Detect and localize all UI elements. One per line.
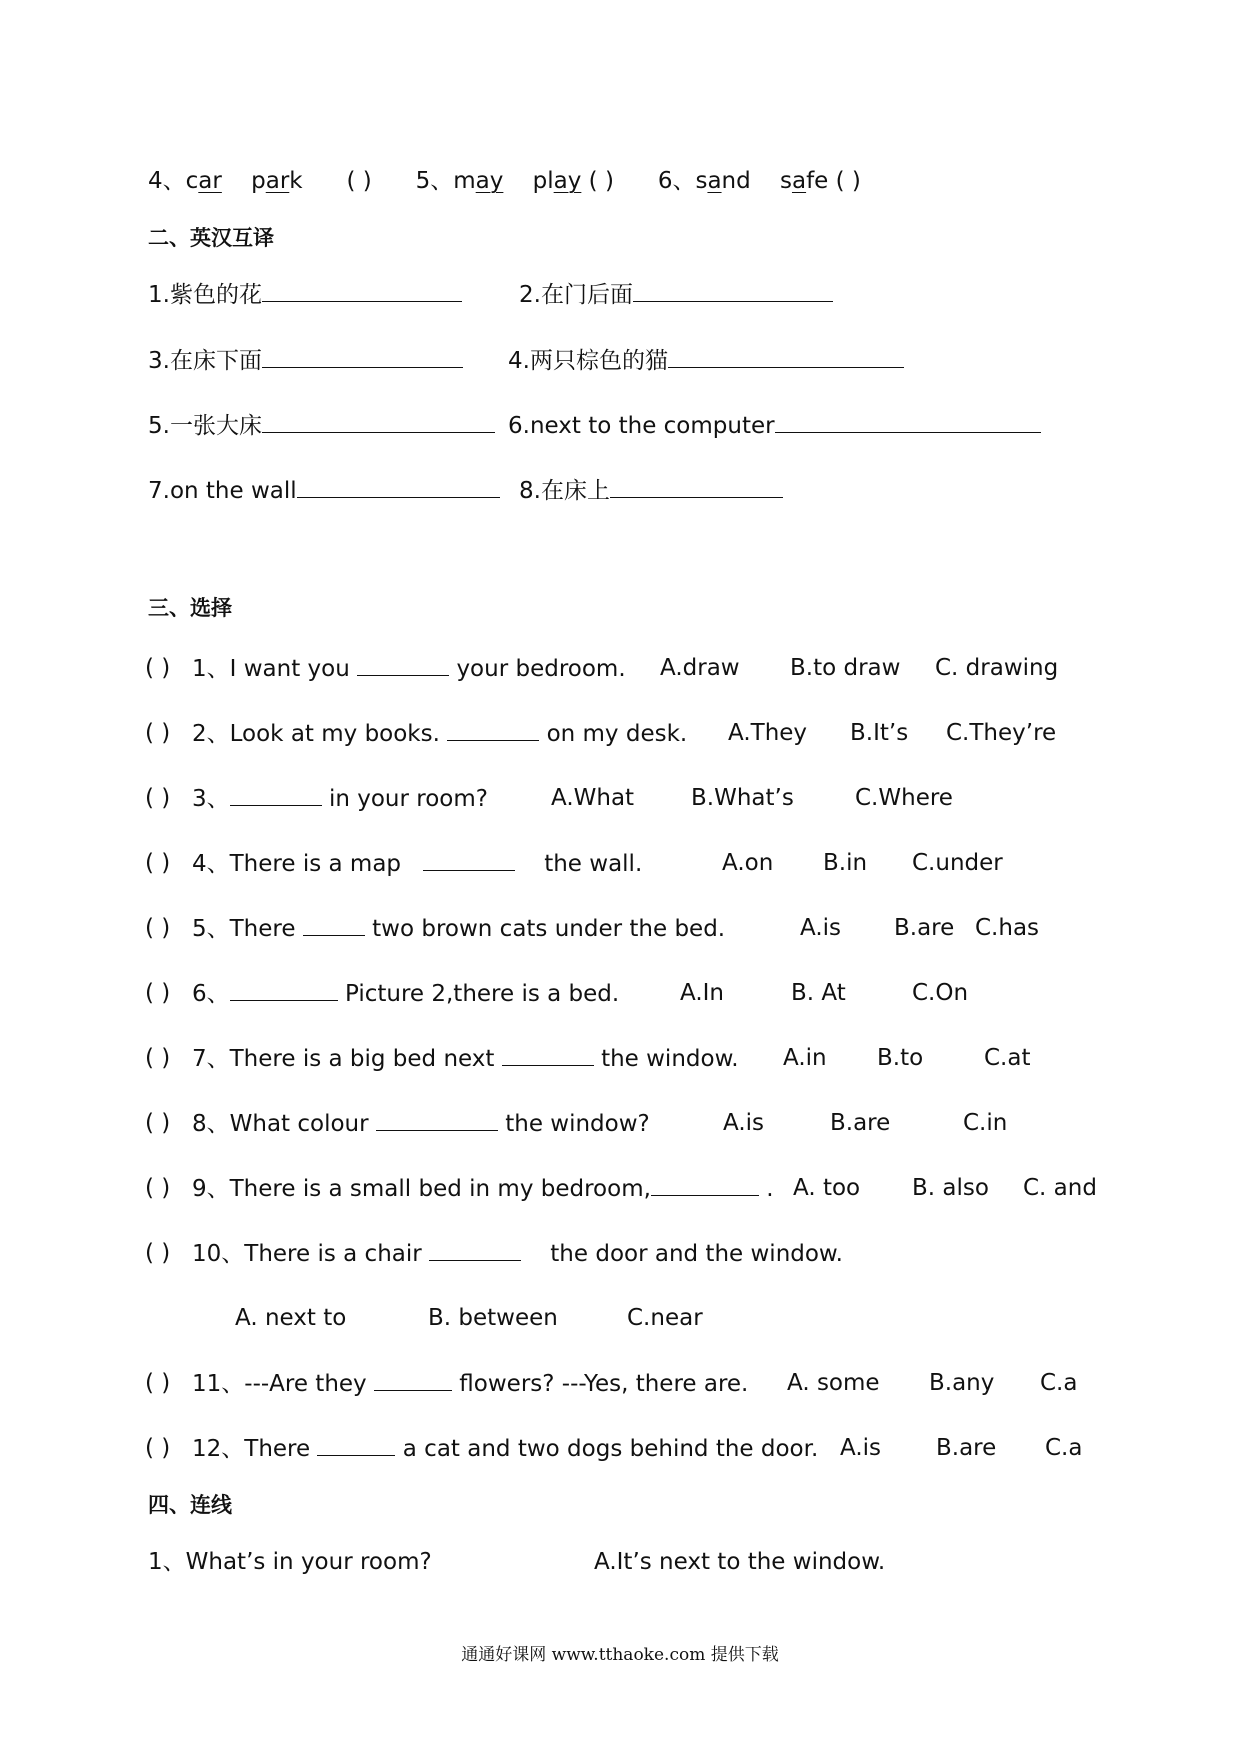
- choice-q8-option-b[interactable]: B.are: [830, 1110, 891, 1136]
- translate-item-7: 7.on the wall: [148, 475, 500, 506]
- translate-item-6: 6.next to the computer: [508, 410, 1041, 441]
- answer-blank[interactable]: [633, 279, 833, 302]
- choice-q2-stem: 2、Look at my books. on my desk.: [192, 718, 687, 749]
- choice-q6-paren[interactable]: ( ): [145, 980, 171, 1006]
- choice-q12-option-a[interactable]: A.is: [840, 1435, 882, 1461]
- choice-q7-stem: 7、There is a big bed next the window.: [192, 1043, 739, 1074]
- word-park: park: [251, 168, 303, 194]
- choice-q1-option-a[interactable]: A.draw: [660, 655, 740, 681]
- answer-blank[interactable]: [447, 718, 539, 741]
- answer-blank[interactable]: [317, 1433, 395, 1456]
- word-sand: sand: [695, 168, 751, 194]
- choice-q6-option-a[interactable]: A.In: [680, 980, 725, 1006]
- answer-blank[interactable]: [775, 410, 1041, 433]
- word-car: car: [185, 168, 222, 194]
- q4-answer-paren[interactable]: ( ): [346, 168, 372, 194]
- choice-q9-paren[interactable]: ( ): [145, 1175, 171, 1201]
- choice-q1-stem: 1、I want you your bedroom.: [192, 653, 626, 684]
- translate-item-3: 3.在床下面: [148, 345, 463, 376]
- choice-q12-option-c[interactable]: C.a: [1045, 1435, 1083, 1461]
- choice-q1-paren[interactable]: ( ): [145, 655, 171, 681]
- section3-heading: 三、选择: [148, 595, 232, 620]
- choice-q12-option-b[interactable]: B.are: [936, 1435, 997, 1461]
- section4-heading: 四、连线: [148, 1492, 232, 1517]
- answer-blank[interactable]: [262, 345, 463, 368]
- choice-q10-option-c[interactable]: C.near: [627, 1305, 703, 1331]
- choice-q7-paren[interactable]: ( ): [145, 1045, 171, 1071]
- choice-q8-paren[interactable]: ( ): [145, 1110, 171, 1136]
- choice-q11-stem: 11、---Are they flowers? ---Yes, there are.: [192, 1368, 748, 1399]
- answer-blank[interactable]: [423, 848, 515, 871]
- choice-q10-stem: 10、There is a chair the door and the window.: [192, 1238, 843, 1269]
- choice-q12-stem: 12、There a cat and two dogs behind the door.: [192, 1433, 818, 1464]
- choice-q8-stem: 8、What colour the window?: [192, 1108, 650, 1139]
- answer-blank[interactable]: [297, 475, 500, 498]
- choice-q5-option-c[interactable]: C.has: [975, 915, 1040, 941]
- choice-q2-paren[interactable]: ( ): [145, 720, 171, 746]
- answer-blank[interactable]: [668, 345, 904, 368]
- choice-q5-stem: 5、There two brown cats under the bed.: [192, 913, 725, 944]
- q5-answer-paren[interactable]: ( ): [588, 168, 614, 194]
- choice-q5-option-a[interactable]: A.is: [800, 915, 842, 941]
- choice-q10-option-a[interactable]: A. next to: [235, 1305, 347, 1331]
- choice-q4-paren[interactable]: ( ): [145, 850, 171, 876]
- q6-answer-paren[interactable]: ( ): [835, 168, 861, 194]
- answer-blank[interactable]: [610, 475, 783, 498]
- translate-item-1: 1.紫色的花: [148, 279, 462, 310]
- answer-blank[interactable]: [357, 653, 449, 676]
- word-safe: safe: [779, 168, 829, 194]
- choice-q5-option-b[interactable]: B.are: [894, 915, 955, 941]
- choice-q7-option-b[interactable]: B.to: [877, 1045, 924, 1071]
- choice-q9-option-b[interactable]: B. also: [912, 1175, 989, 1201]
- answer-blank[interactable]: [374, 1368, 452, 1391]
- choice-q4-option-a[interactable]: A.on: [722, 850, 774, 876]
- choice-q1-option-b[interactable]: B.to draw: [790, 655, 901, 681]
- choice-q2-option-b[interactable]: B.It’s: [850, 720, 909, 746]
- choice-q8-option-c[interactable]: C.in: [963, 1110, 1008, 1136]
- answer-blank[interactable]: [262, 410, 495, 433]
- choice-q4-option-b[interactable]: B.in: [823, 850, 868, 876]
- choice-q9-stem: 9、There is a small bed in my bedroom, .: [192, 1173, 774, 1204]
- translate-item-5: 5.一张大床: [148, 410, 495, 441]
- choice-q10-option-b[interactable]: B. between: [428, 1305, 558, 1331]
- choice-q7-option-a[interactable]: A.in: [783, 1045, 827, 1071]
- choice-q3-paren[interactable]: ( ): [145, 785, 171, 811]
- choice-q8-option-a[interactable]: A.is: [723, 1110, 765, 1136]
- q6-number: 6、: [657, 168, 696, 194]
- answer-blank[interactable]: [502, 1043, 594, 1066]
- section2-heading: 二、英汉互译: [148, 225, 274, 250]
- choice-q11-option-b[interactable]: B.any: [929, 1370, 995, 1396]
- choice-q6-option-b[interactable]: B. At: [791, 980, 846, 1006]
- answer-blank[interactable]: [376, 1108, 498, 1131]
- choice-q3-stem: 3、 in your room?: [192, 783, 488, 814]
- choice-q11-option-a[interactable]: A. some: [787, 1370, 880, 1396]
- word-may: may: [453, 168, 504, 194]
- answer-blank[interactable]: [651, 1173, 759, 1196]
- phonics-row: [148, 166, 861, 196]
- answer-blank[interactable]: [429, 1238, 521, 1261]
- translate-item-2: 2.在门后面: [519, 279, 833, 310]
- choice-q9-option-a[interactable]: A. too: [793, 1175, 861, 1201]
- choice-q3-option-c[interactable]: C.Where: [855, 785, 953, 811]
- answer-blank[interactable]: [230, 978, 338, 1001]
- choice-q10-paren[interactable]: ( ): [145, 1240, 171, 1266]
- choice-q4-option-c[interactable]: C.under: [912, 850, 1003, 876]
- translate-item-8: 8.在床上: [519, 475, 783, 506]
- page-footer: 通通好课网 www.tthaoke.com 提供下载: [461, 1645, 779, 1665]
- choice-q4-stem: 4、There is a map the wall.: [192, 848, 642, 879]
- answer-blank[interactable]: [303, 913, 365, 936]
- choice-q9-option-c[interactable]: C. and: [1023, 1175, 1097, 1201]
- choice-q5-paren[interactable]: ( ): [145, 915, 171, 941]
- choice-q12-paren[interactable]: ( ): [145, 1435, 171, 1461]
- choice-q3-option-b[interactable]: B.What’s: [691, 785, 794, 811]
- match-q1-right[interactable]: A.It’s next to the window.: [594, 1549, 886, 1575]
- choice-q7-option-c[interactable]: C.at: [984, 1045, 1031, 1071]
- word-play: play: [532, 168, 582, 194]
- translate-item-4: 4.两只棕色的猫: [508, 345, 904, 376]
- match-q1-left[interactable]: 1、What’s in your room?: [148, 1549, 432, 1575]
- q5-number: 5、: [415, 168, 454, 194]
- answer-blank[interactable]: [262, 279, 462, 302]
- choice-q2-option-a[interactable]: A.They: [728, 720, 808, 746]
- choice-q11-paren[interactable]: ( ): [145, 1370, 171, 1396]
- choice-q2-option-c[interactable]: C.They’re: [946, 720, 1057, 746]
- q4-number: 4、: [148, 168, 186, 194]
- choice-q6-stem: 6、 Picture 2,there is a bed.: [192, 978, 619, 1009]
- choice-q11-option-c[interactable]: C.a: [1040, 1370, 1078, 1396]
- answer-blank[interactable]: [230, 783, 322, 806]
- choice-q3-option-a[interactable]: A.What: [551, 785, 635, 811]
- choice-q1-option-c[interactable]: C. drawing: [935, 655, 1059, 681]
- choice-q6-option-c[interactable]: C.On: [912, 980, 969, 1006]
